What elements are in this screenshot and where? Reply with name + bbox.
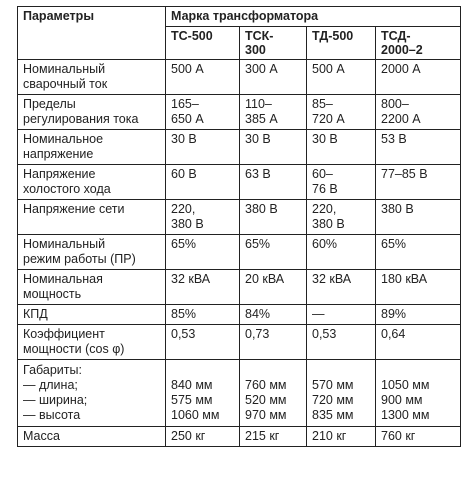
cell-value: 500 А [307, 60, 376, 95]
cell-value: 65% [166, 235, 240, 270]
cell-value: 30 В [240, 130, 307, 165]
table-row [18, 200, 461, 235]
cell-value: 180 кВА [376, 270, 461, 305]
row-label: Номинальное напряжение [18, 130, 166, 165]
cell-value: 63 В [240, 165, 307, 200]
transformer-spec-table [17, 6, 461, 447]
cell-value: 380 В [240, 200, 307, 235]
table-row [18, 270, 461, 305]
table-row [18, 95, 461, 130]
cell-value: 60 В [166, 165, 240, 200]
cell-value: 380 В [376, 200, 461, 235]
row-label: Габариты: — длина; — ширина; — высота [18, 360, 166, 427]
cell-value: 84% [240, 305, 307, 325]
cell-value: 500 А [166, 60, 240, 95]
cell-value: 60% [307, 235, 376, 270]
cell-value: 65% [240, 235, 307, 270]
row-label: Коэффициент мощности (cos φ) [18, 325, 166, 360]
cell-value: 210 кг [307, 427, 376, 447]
cell-value: — [307, 305, 376, 325]
cell-value: 0,64 [376, 325, 461, 360]
cell-value: 89% [376, 305, 461, 325]
table-row [18, 165, 461, 200]
row-label: Номинальный сварочный ток [18, 60, 166, 95]
row-label: Масса [18, 427, 166, 447]
cell-value: 300 А [240, 60, 307, 95]
cell-value: 2000 А [376, 60, 461, 95]
cell-value: 30 В [166, 130, 240, 165]
table-row [18, 305, 461, 325]
cell-value: 220, 380 В [307, 200, 376, 235]
cell-value: 840 мм 575 мм 1060 мм [166, 360, 240, 427]
row-label: КПД [18, 305, 166, 325]
table-row [18, 130, 461, 165]
cell-value: 0,73 [240, 325, 307, 360]
header-parameters: Параметры [18, 7, 166, 60]
header-transformer-brand: Марка трансформатора [166, 7, 461, 27]
cell-value: 165– 650 А [166, 95, 240, 130]
table-row [18, 360, 461, 427]
row-label: Номинальный режим работы (ПР) [18, 235, 166, 270]
cell-value: 53 В [376, 130, 461, 165]
header-model: ТД-500 [307, 27, 376, 60]
table-row [18, 235, 461, 270]
cell-value: 85– 720 А [307, 95, 376, 130]
table-row [18, 60, 461, 95]
row-label: Напряжение холостого хода [18, 165, 166, 200]
table-row [18, 427, 461, 447]
cell-value: 570 мм 720 мм 835 мм [307, 360, 376, 427]
header-model: ТСД- 2000–2 [376, 27, 461, 60]
row-label: Пределы регулирования тока [18, 95, 166, 130]
cell-value: 110– 385 А [240, 95, 307, 130]
cell-value: 250 кг [166, 427, 240, 447]
cell-value: 32 кВА [307, 270, 376, 305]
cell-value: 760 мм 520 мм 970 мм [240, 360, 307, 427]
cell-value: 85% [166, 305, 240, 325]
cell-value: 30 В [307, 130, 376, 165]
cell-value: 77–85 В [376, 165, 461, 200]
header-model: ТС-500 [166, 27, 240, 60]
cell-value: 20 кВА [240, 270, 307, 305]
cell-value: 65% [376, 235, 461, 270]
cell-value: 760 кг [376, 427, 461, 447]
cell-value: 800– 2200 А [376, 95, 461, 130]
cell-value: 32 кВА [166, 270, 240, 305]
cell-value: 60– 76 В [307, 165, 376, 200]
cell-value: 215 кг [240, 427, 307, 447]
table-row [18, 325, 461, 360]
cell-value: 0,53 [166, 325, 240, 360]
header-model: ТСК- 300 [240, 27, 307, 60]
cell-value: 220, 380 В [166, 200, 240, 235]
cell-value: 0,53 [307, 325, 376, 360]
cell-value: 1050 мм 900 мм 1300 мм [376, 360, 461, 427]
row-label: Напряжение сети [18, 200, 166, 235]
row-label: Номинальная мощность [18, 270, 166, 305]
